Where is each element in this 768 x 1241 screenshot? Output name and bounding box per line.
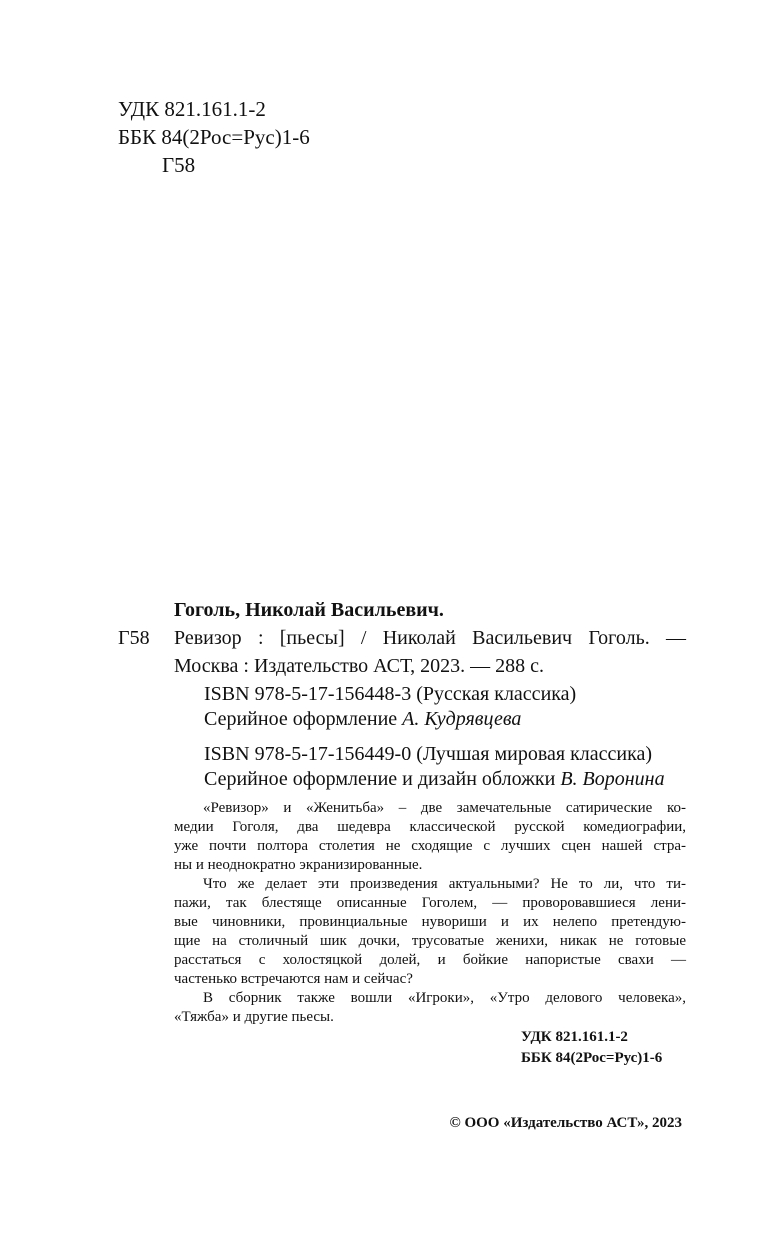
series-design-2	[204, 765, 665, 794]
series-design-2-name: В. Воронина	[560, 768, 665, 790]
series-design-1	[204, 705, 521, 734]
annotation-p3	[174, 989, 686, 1027]
series-design-1-prefix: Серийное оформление	[204, 708, 403, 730]
annotation-p1	[174, 799, 686, 875]
annotation-line: В сборник также вошли «Игроки», «Утро делового человека»,	[203, 990, 686, 1006]
annotation-line: медии Гоголя, два шедевра классической русской комедиографии,	[174, 819, 686, 835]
isbn-1: ISBN 978-5-17-156448-3 (Русская классика)	[204, 683, 577, 705]
annotation-line: «Ревизор» и «Женитьба» – две замечательные сатирические ко-	[203, 800, 686, 816]
annotation-p2	[174, 875, 686, 989]
isbn-2: ISBN 978-5-17-156449-0 (Лучшая мировая классика)	[204, 743, 653, 765]
title-line-2: Москва : Издательство АСТ, 2023. — 288 с.	[174, 655, 545, 677]
author-sign-record: Г58	[118, 627, 150, 649]
annotation-line: вые чиновники, провинциальные нувориши и их нелепо претендую-	[174, 914, 686, 930]
annotation-line: Что же делает эти произведения актуальными? Не то ли, что ти-	[203, 876, 686, 892]
annotation-line: ны и неоднократно экранизированные.	[174, 857, 423, 873]
annotation-line: частенько встречаются нам и сейчас?	[174, 971, 413, 987]
annotation-line: расстаться с холостяцкой долей, и бойкие напористые свахи —	[174, 952, 686, 968]
author-sign-top: Г58	[162, 153, 196, 177]
title-line-1: Ревизор : [пьесы] / Николай Васильевич Гоголь. —	[174, 627, 686, 649]
bbk-code-top: ББК 84(2Рос=Рус)1-6	[118, 125, 310, 149]
udk-code-top: УДК 821.161.1-2	[118, 97, 266, 121]
annotation-line: щие на столичный шик дочки, трусоватые женихи, никак не готовые	[174, 933, 686, 949]
udk-code-bottom: УДК 821.161.1-2	[521, 1029, 628, 1045]
copyright-notice: © ООО «Издательство АСТ», 2023	[449, 1115, 682, 1131]
series-design-2-prefix: Серийное оформление и дизайн обложки	[204, 768, 561, 790]
bbk-code-bottom: ББК 84(2Рос=Рус)1-6	[521, 1050, 663, 1066]
series-design-1-name: А. Кудрявцева	[402, 708, 522, 730]
annotation-line: «Тяжба» и другие пьесы.	[174, 1009, 334, 1025]
annotation-line: уже почти полтора столетия не сходящие с лучших сцен нашей стра-	[174, 838, 686, 854]
annotation-line: пажи, так блестяще описанные Гоголем, — проворовавшиеся лени-	[174, 895, 686, 911]
author-heading: Гоголь, Николай Васильевич.	[174, 599, 444, 621]
